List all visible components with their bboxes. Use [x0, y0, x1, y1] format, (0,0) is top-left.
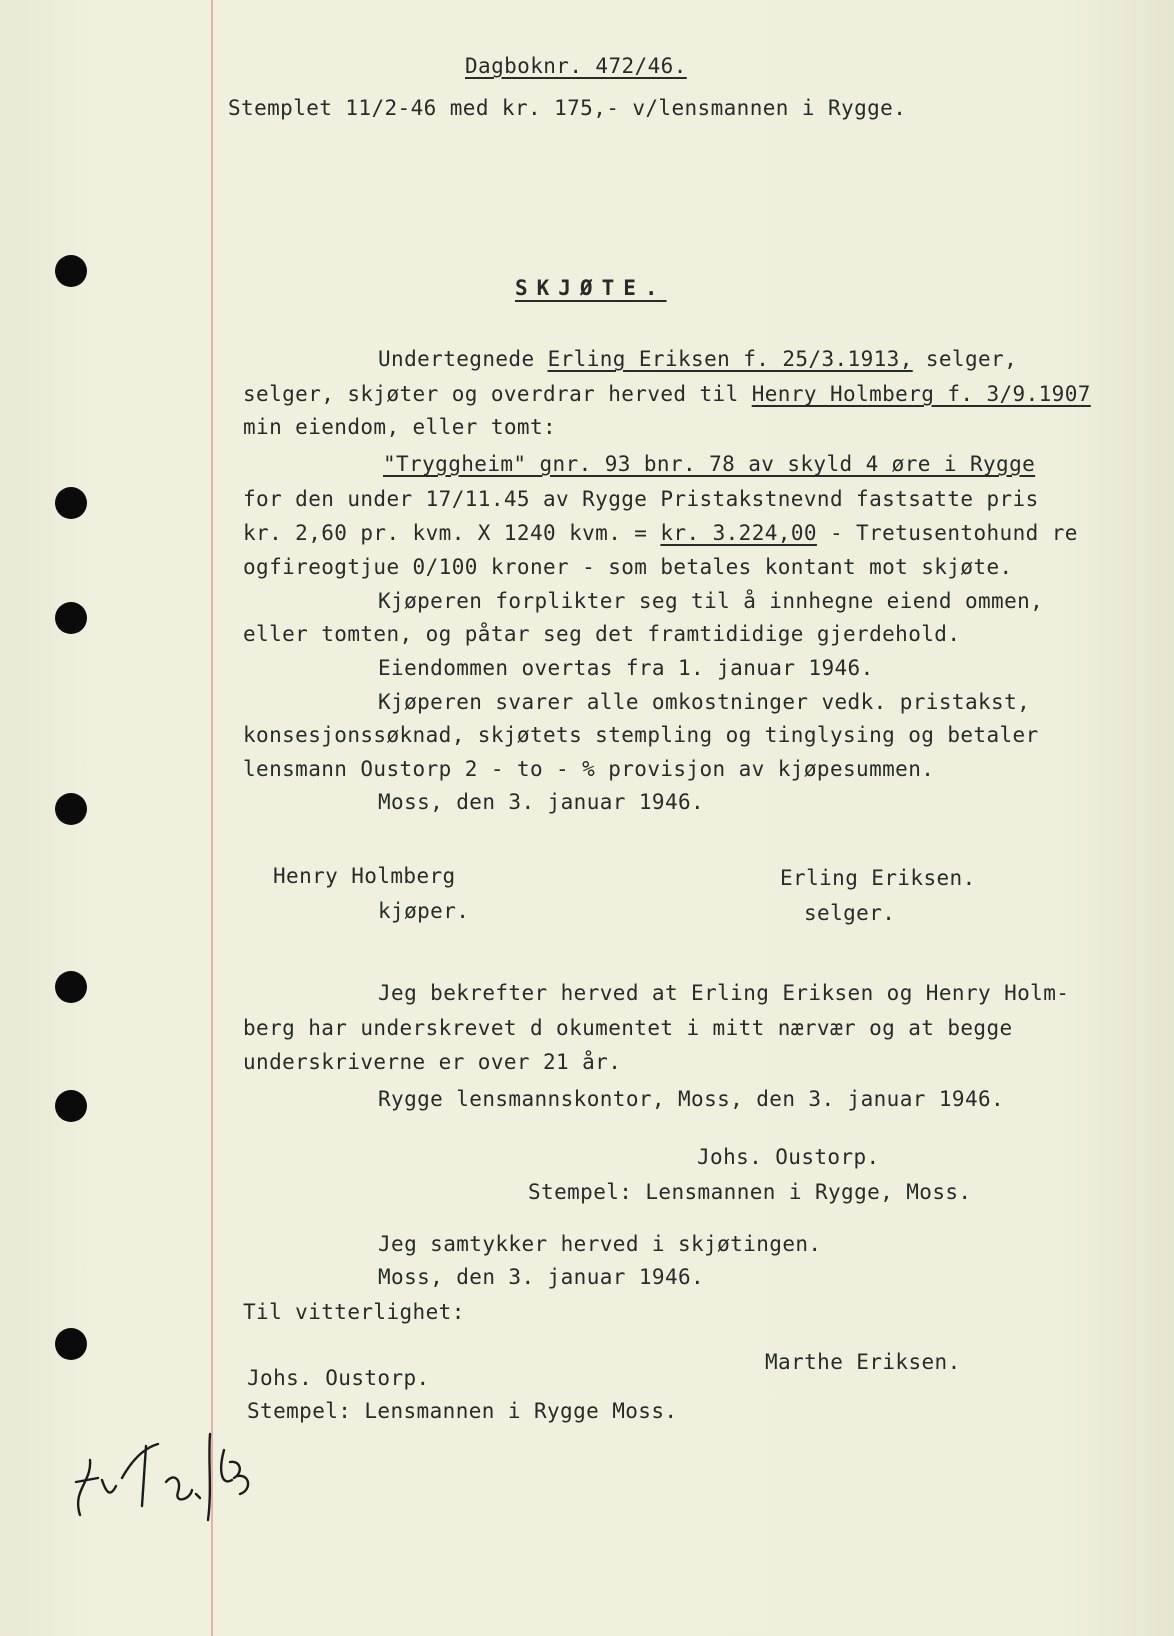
margin-line: [211, 0, 213, 1636]
consenter-name: Marthe Eriksen.: [765, 1350, 961, 1374]
cert-line: berg har underskrevet d okumentet i mitt nærvær og at begge: [243, 1016, 1013, 1040]
body-line: lensmann Oustorp 2 - to - % provisjon av kjøpesummen.: [243, 757, 935, 781]
body-line: Moss, den 3. januar 1946.: [378, 790, 705, 814]
document-title: SKJØTE.: [515, 276, 667, 300]
body-text: - Tretusentohund re: [816, 521, 1078, 545]
body-text: kr. 2,60 pr. kvm. X 1240 kvm. =: [243, 521, 661, 545]
witness-stamp: Stempel: Lensmannen i Rygge Moss.: [247, 1399, 678, 1423]
diary-number: Dagboknr. 472/46.: [465, 54, 687, 78]
consent-line: Jeg samtykker herved i skjøtingen.: [378, 1232, 822, 1256]
seller-name-underlined: Erling Eriksen f. 25/3.1913,: [547, 347, 913, 371]
punch-hole: [55, 1090, 87, 1122]
buyer-name-underlined: Henry Holmberg f. 3/9.1907: [751, 382, 1091, 406]
punch-hole: [55, 255, 87, 287]
body-line: min eiendom, eller tomt:: [243, 415, 557, 439]
witness-name: Johs. Oustorp.: [247, 1366, 430, 1390]
buyer-role: kjøper.: [378, 899, 470, 923]
punch-hole: [55, 602, 87, 634]
punch-hole: [55, 1328, 87, 1360]
cert-line: underskriverne er over 21 år.: [243, 1050, 622, 1074]
body-line: [378, 347, 1017, 371]
witness-label: Til vitterlighet:: [243, 1300, 465, 1324]
body-line: eller tomten, og påtar seg det framtididige gjerdehold.: [243, 622, 961, 646]
body-line: [243, 521, 1078, 545]
body-line: for den under 17/11.45 av Rygge Pristakstnevnd fastsatte pris: [243, 487, 1039, 511]
stamp-note: Stemplet 11/2-46 med kr. 175,- v/lensmannen i Rygge.: [228, 96, 907, 120]
handwritten-note-icon: [62, 1420, 272, 1540]
price-underlined: kr. 3.224,00: [660, 521, 817, 545]
cert-signer: Johs. Oustorp.: [697, 1145, 880, 1169]
buyer-name: Henry Holmberg: [273, 864, 456, 888]
cert-line: Rygge lensmannskontor, Moss, den 3. januar 1946.: [378, 1087, 1005, 1111]
cert-line: Jeg bekrefter herved at Erling Eriksen og Henry Holm-: [378, 981, 1070, 1005]
seller-role: selger.: [804, 901, 896, 925]
cert-stamp: Stempel: Lensmannen i Rygge, Moss.: [528, 1180, 972, 1204]
body-line: Eiendommen overtas fra 1. januar 1946.: [378, 656, 874, 680]
body-line: ogfireogtjue 0/100 kroner - som betales kontant mot skjøte.: [243, 555, 1013, 579]
body-line: konsesjonssøknad, skjøtets stempling og tinglysing og betaler: [243, 723, 1039, 747]
body-text: selger,: [912, 347, 1018, 371]
seller-name: Erling Eriksen.: [780, 866, 976, 890]
body-text: Undertegnede: [378, 347, 548, 371]
body-line: [243, 382, 1091, 406]
body-text: selger, skjøter og overdrar herved til: [243, 382, 752, 406]
punch-hole: [55, 487, 87, 519]
body-line: Kjøperen forplikter seg til å innhegne eiend ommen,: [378, 589, 1044, 613]
body-line: Kjøperen svarer alle omkostninger vedk. pristakst,: [378, 690, 1031, 714]
consent-line: Moss, den 3. januar 1946.: [378, 1265, 705, 1289]
punch-hole: [55, 793, 87, 825]
property-line: "Tryggheim" gnr. 93 bnr. 78 av skyld 4 øre i Rygge: [383, 452, 1036, 476]
punch-hole: [55, 971, 87, 1003]
